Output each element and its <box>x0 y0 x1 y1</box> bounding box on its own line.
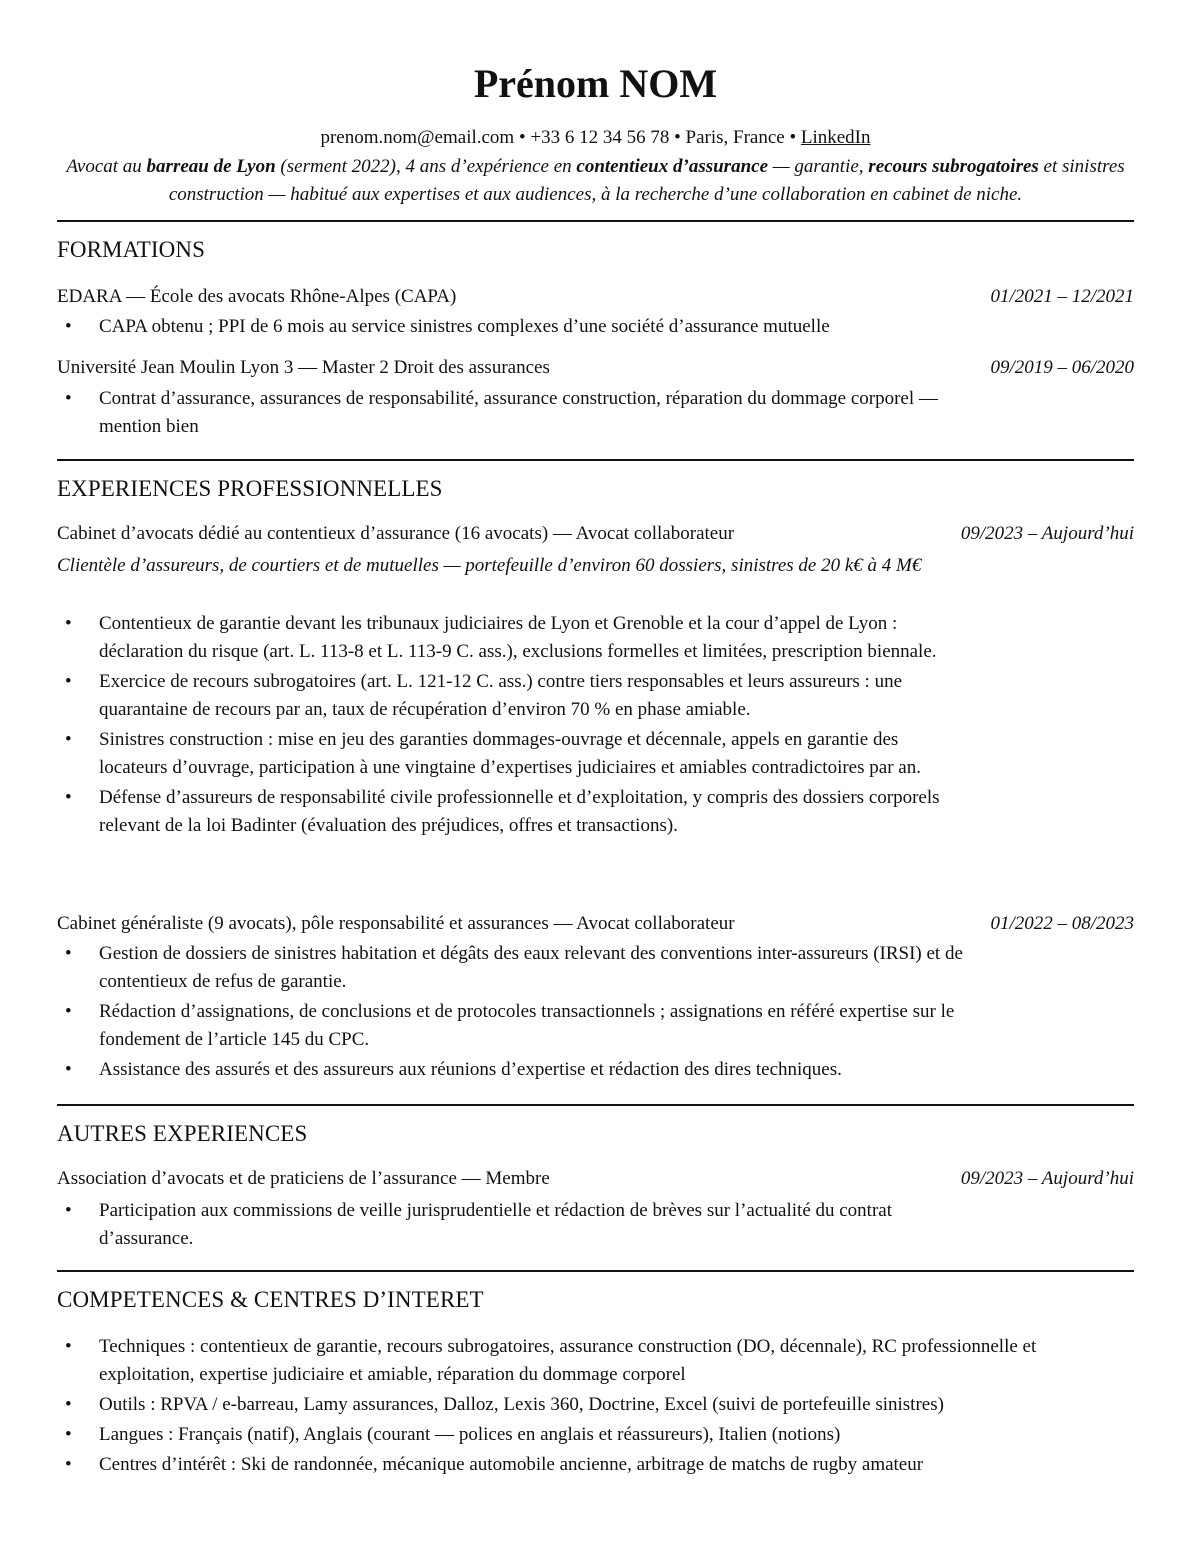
list-item: • Contentieux de garantie devant les tribunaux judiciaires de Lyon et Grenoble et la cour d’appel de Lyon : déclaration du risque (art. L. 113-8 et L. 113-9 C. ass.), exclusions formelles et limitées, prescription biennale. <box>57 610 947 666</box>
list-item: • Contrat d’assurance, assurances de responsabilité, assurance construction, réparation du dommage corporel — mention bien <box>57 385 967 441</box>
education-bullets <box>57 385 967 443</box>
entry-title: EDARA — École des avocats Rhône-Alpes (CAPA) <box>57 286 457 307</box>
list-item: • Rédaction d’assignations, de conclusions et de protocoles transactionnels ; assignations en référé expertise sur le fondement de l’article 145 du CPC. <box>57 998 972 1054</box>
list-item: • Outils : RPVA / e-barreau, Lamy assurances, Dalloz, Lexis 360, Doctrine, Excel (suivi de portefeuille sinistres) <box>57 1391 1097 1419</box>
experience-subtitle: Clientèle d’assureurs, de courtiers et de mutuelles — portefeuille d’environ 60 dossiers, sinistres de 20 k€ à 4 M€ <box>57 555 922 576</box>
entry-dates: 09/2023 – Aujourd’hui <box>960 1168 1134 1189</box>
list-item: • Centres d’intérêt : Ski de randonnée, mécanique automobile ancienne, arbitrage de matchs de rugby amateur <box>57 1451 1097 1479</box>
other-entry-heading <box>57 1165 1134 1193</box>
summary-text: Avocat au <box>66 156 147 177</box>
list-item: • Exercice de recours subrogatoires (art. L. 121-12 C. ass.) contre tiers responsables et leurs assureurs : une quarantaine de recours par an, taux de récupération d’environ 70 % en phase amiable. <box>57 668 947 724</box>
separator: • <box>669 127 686 148</box>
list-item: • Techniques : contentieux de garantie, recours subrogatoires, assurance construction (DO, décennale), RC professionnelle et exploitation, expertise judiciaire et amiable, réparation du dommage corporel <box>57 1333 1097 1389</box>
list-item: • Sinistres construction : mise en jeu des garanties dommages-ouvrage et décennale, appels en garantie des locateurs d’ouvrage, participation à une vingtaine d’expertises judiciaires et amiables contradictoires par an. <box>57 726 947 782</box>
phone: +33 6 12 34 56 78 <box>530 127 670 148</box>
list-item: • CAPA obtenu ; PPI de 6 mois au service sinistres complexes d’une société d’assurance mutuelle <box>57 313 977 341</box>
entry-title: Cabinet d’avocats dédié au contentieux d’assurance (16 avocats) — Avocat collaborateur <box>57 523 735 544</box>
linkedin-link[interactable]: LinkedIn <box>800 127 871 148</box>
location: Paris, France <box>685 127 785 148</box>
education-bullets <box>57 313 977 343</box>
section-title-autres: AUTRES EXPERIENCES <box>57 1121 308 1146</box>
section-divider <box>57 1104 1134 1106</box>
experience-bullets <box>57 610 947 842</box>
separator: • <box>784 127 801 148</box>
summary-bold: contentieux d’assurance <box>576 156 769 177</box>
section-title-formations: FORMATIONS <box>57 237 205 262</box>
education-entry-heading <box>57 354 1134 382</box>
experience-entry-heading <box>57 520 1134 548</box>
separator: • <box>514 127 531 148</box>
entry-dates: 01/2021 – 12/2021 <box>990 286 1134 307</box>
other-bullets <box>57 1197 947 1255</box>
list-item: • Assistance des assurés et des assureurs aux réunions d’expertise et rédaction des dires techniques. <box>57 1056 972 1084</box>
experience-bullets <box>57 940 972 1086</box>
summary-text: (serment 2022), 4 ans d’expérience en <box>275 156 577 177</box>
section-divider <box>57 459 1134 461</box>
summary-text: — garantie, <box>768 156 869 177</box>
entry-dates: 09/2019 – 06/2020 <box>990 357 1134 378</box>
entry-title: Cabinet généraliste (9 avocats), pôle responsabilité et assurances — Avocat collaborateur <box>57 913 735 934</box>
summary-bold: barreau de Lyon <box>146 156 276 177</box>
summary-text: et sinistres construction — habitué aux expertises et aux audiences, à la recherche d’une collaboration en cabinet de niche. <box>168 156 1125 205</box>
contact-line <box>57 124 1134 152</box>
section-title-experiences: EXPERIENCES PROFESSIONNELLES <box>57 476 443 501</box>
summary-bold: recours subrogatoires <box>868 156 1039 177</box>
section-divider <box>57 1270 1134 1272</box>
section-divider <box>57 220 1134 222</box>
section-title-competences: COMPETENCES & CENTRES D’INTERET <box>57 1287 484 1312</box>
entry-title: Association d’avocats et de praticiens de l’assurance — Membre <box>57 1168 550 1189</box>
profile-summary <box>57 153 1134 209</box>
list-item: • Gestion de dossiers de sinistres habitation et dégâts des eaux relevant des conventions inter-assureurs (IRSI) et de contentieux de refus de garantie. <box>57 940 972 996</box>
candidate-name: Prénom NOM <box>473 61 718 106</box>
entry-dates: 09/2023 – Aujourd’hui <box>960 523 1134 544</box>
email: prenom.nom@email.com <box>320 127 515 148</box>
entry-dates: 01/2022 – 08/2023 <box>990 913 1134 934</box>
experience-entry-heading <box>57 910 1134 938</box>
education-entry-heading <box>57 283 1134 311</box>
list-item: • Langues : Français (natif), Anglais (courant — polices en anglais et réassureurs), Italien (notions) <box>57 1421 1097 1449</box>
list-item: • Participation aux commissions de veille jurisprudentielle et rédaction de brèves sur l’actualité du contrat d’assurance. <box>57 1197 947 1253</box>
skills-bullets <box>57 1333 1097 1481</box>
list-item: • Défense d’assureurs de responsabilité civile professionnelle et d’exploitation, y compris des dossiers corporels relevant de la loi Badinter (évaluation des préjudices, offres et transactions). <box>57 784 947 840</box>
entry-title: Université Jean Moulin Lyon 3 — Master 2 Droit des assurances <box>57 357 550 378</box>
